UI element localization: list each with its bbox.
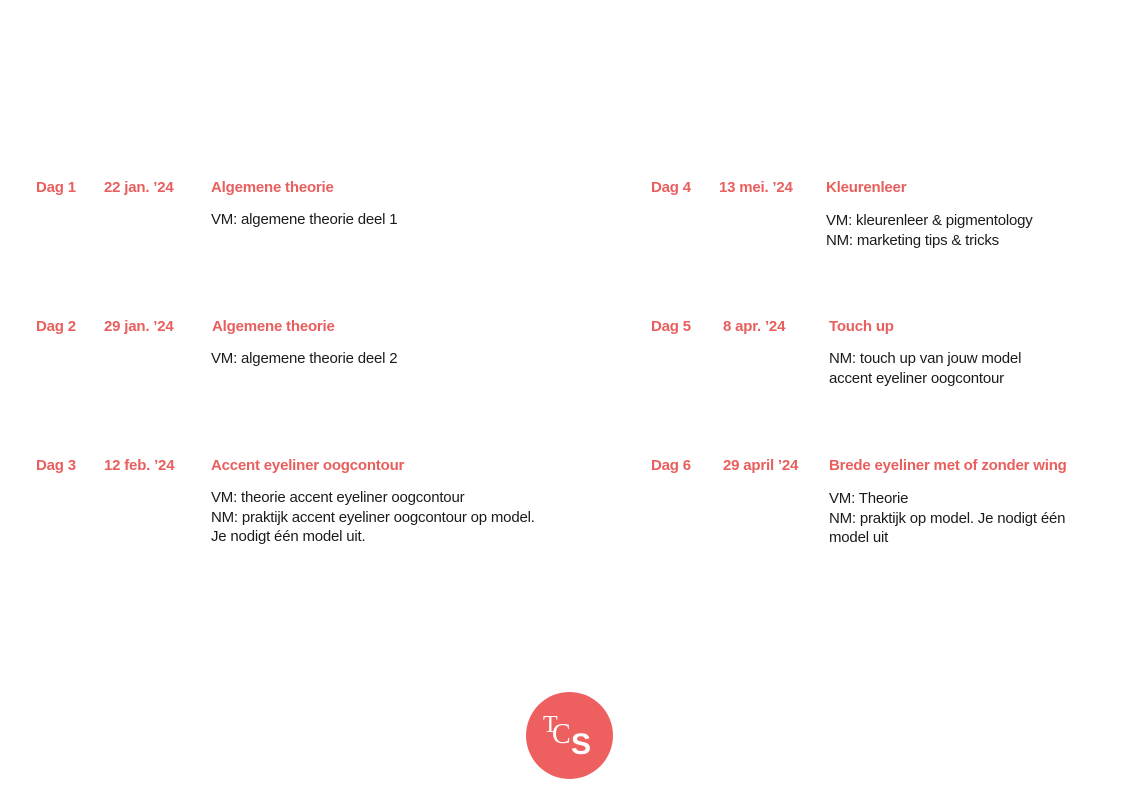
tcs-logo [526, 692, 613, 779]
day-title: Algemene theorie [211, 179, 334, 196]
day-title: Accent eyeliner oogcontour [211, 457, 405, 474]
day-label: Dag 1 [36, 179, 76, 196]
logo-letter-s: S [571, 728, 592, 761]
description-line: Je nodigt één model uit. [211, 528, 366, 545]
day-description [826, 211, 1033, 250]
day-title: Brede eyeliner met of zonder wing [829, 457, 1067, 474]
description-line: NM: praktijk op model. Je nodigt één [829, 509, 1066, 527]
description-line: NM: marketing tips & tricks [826, 231, 999, 249]
description-line: VM: algemene theorie deel 2 [211, 350, 398, 367]
day-date: 29 april ’24 [723, 457, 799, 474]
description-line: model uit [829, 529, 889, 546]
day-date: 13 mei. ’24 [719, 179, 793, 196]
logo-letter-c: C [552, 719, 571, 750]
day-description [211, 210, 397, 230]
day-description [829, 349, 1021, 388]
day-label: Dag 5 [651, 318, 691, 335]
day-label: Dag 2 [36, 318, 76, 335]
description-line: NM: praktijk accent eyeliner oogcontour op model. [211, 508, 535, 526]
day-date: 22 jan. ’24 [104, 179, 174, 196]
day-date: 29 jan. ’24 [104, 318, 174, 335]
day-title: Algemene theorie [212, 318, 335, 335]
day-date: 8 apr. ’24 [723, 318, 786, 335]
description-line: VM: algemene theorie deel 1 [211, 211, 398, 228]
tcs-monogram [526, 692, 613, 779]
day-label: Dag 4 [651, 179, 691, 196]
description-line: accent eyeliner oogcontour [829, 369, 1004, 387]
day-label: Dag 6 [651, 457, 691, 474]
day-label: Dag 3 [36, 457, 76, 474]
description-line: VM: kleurenleer & pigmentology [826, 212, 1033, 229]
description-line: VM: Theorie [829, 490, 909, 507]
description-line: VM: theorie accent eyeliner oogcontour [211, 489, 465, 506]
day-description [211, 488, 535, 547]
day-title: Touch up [829, 318, 894, 335]
logo-letter-t: T [543, 712, 558, 738]
day-date: 12 feb. ’24 [104, 457, 175, 474]
day-title: Kleurenleer [826, 179, 907, 196]
description-line: NM: touch up van jouw model [829, 350, 1022, 367]
day-description [829, 489, 1065, 548]
day-description [211, 349, 397, 369]
